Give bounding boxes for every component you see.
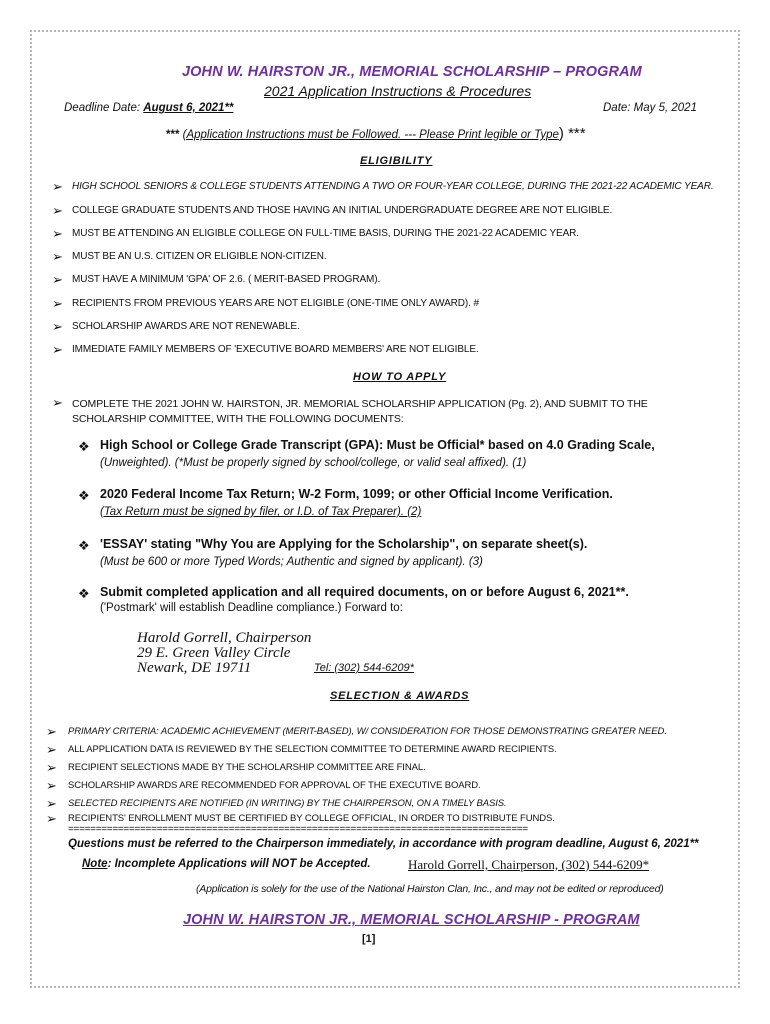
eligibility-item <box>52 295 479 313</box>
note-prefix: *** <box>166 129 180 141</box>
note-label: Note <box>82 858 108 870</box>
document-item-line2: (Must be 600 or more Typed Words; Authentic and signed by applicant). (3) <box>100 556 483 568</box>
apply-intro-line1: COMPLETE THE 2021 JOHN W. HAIRSTON, JR. MEMORIAL SCHOLARSHIP APPLICATION (Pg. 2), AND SUBMIT TO THE <box>72 398 648 410</box>
diamond-bullet-icon: ❖ <box>78 538 90 553</box>
document-date: Date: May 5, 2021 <box>603 102 697 114</box>
eligibility-item <box>52 271 381 289</box>
address-street: 29 E. Green Valley Circle <box>137 645 291 661</box>
program-title: JOHN W. HAIRSTON JR., MEMORIAL SCHOLARSHIP – PROGRAM <box>182 64 642 80</box>
selection-item <box>46 777 481 795</box>
eligibility-item <box>52 225 579 243</box>
eligibility-item <box>52 318 300 336</box>
selection-item-text: SCHOLARSHIP AWARDS ARE RECOMMENDED FOR APPROVAL OF THE EXECUTIVE BOARD. <box>68 780 481 791</box>
deadline-value: August 6, 2021** <box>143 102 234 114</box>
eligibility-item <box>52 178 714 196</box>
eligibility-item-text: MUST BE AN U.S. CITIZEN OR ELIGIBLE NON-CITIZEN. <box>72 251 327 262</box>
apply-intro <box>52 394 648 425</box>
diamond-bullet-icon: ❖ <box>78 586 90 601</box>
required-document-item <box>78 537 588 568</box>
footer-title: JOHN W. HAIRSTON JR., MEMORIAL SCHOLARSHIP - PROGRAM <box>183 912 640 928</box>
eligibility-item <box>52 341 479 359</box>
page-subtitle: 2021 Application Instructions & Procedures <box>264 83 532 99</box>
arrow-bullet-icon: ➢ <box>52 342 63 357</box>
document-item-line1: 'ESSAY' stating "Why You are Applying for the Scholarship", on separate sheet(s). <box>100 537 588 551</box>
required-document-item <box>78 585 629 614</box>
eligibility-item-text: SCHOLARSHIP AWARDS ARE NOT RENEWABLE. <box>72 321 300 332</box>
chairperson-contact: Harold Gorrell, Chairperson, (302) 544-6209* <box>408 857 650 872</box>
arrow-bullet-icon: ➢ <box>46 742 57 757</box>
selection-item <box>46 741 557 759</box>
required-document-item <box>78 487 613 518</box>
document-item-line2: ('Postmark' will establish Deadline compliance.) Forward to: <box>100 602 403 614</box>
document-item-line1: High School or College Grade Transcript (GPA): Must be Official* based on 4.0 Grading Scale, <box>100 438 655 452</box>
address-phone: Tel: (302) 544-6209* <box>314 662 414 674</box>
document-item-line2: (Tax Return must be signed by filer, or I.D. of Tax Preparer). (2) <box>100 506 422 518</box>
separator-line: =================================================================================== <box>68 824 528 835</box>
arrow-bullet-icon: ➢ <box>46 724 57 739</box>
eligibility-item <box>52 202 613 220</box>
deadline-label: Deadline Date: <box>64 102 141 114</box>
arrow-bullet-icon: ➢ <box>46 811 57 826</box>
arrow-bullet-icon: ➢ <box>52 179 63 194</box>
arrow-bullet-icon: ➢ <box>46 778 57 793</box>
document-item-line2: (Unweighted). (*Must be properly signed by school/college, or valid seal affixed). (1) <box>100 457 527 469</box>
eligibility-heading: ELIGIBILITY <box>360 155 433 167</box>
arrow-bullet-icon: ➢ <box>52 226 63 241</box>
eligibility-item-text: RECIPIENTS FROM PREVIOUS YEARS ARE NOT ELIGIBLE (ONE-TIME ONLY AWARD). # <box>72 298 479 309</box>
eligibility-item-text: MUST BE ATTENDING AN ELIGIBLE COLLEGE ON FULL-TIME BASIS, DURING THE 2021-22 ACADEMIC YEAR. <box>72 228 579 239</box>
questions-note: Questions must be referred to the Chairperson immediately, in accordance with program deadline, August 6, 2021** <box>68 838 699 850</box>
diamond-bullet-icon: ❖ <box>78 439 90 454</box>
selection-item <box>46 759 426 777</box>
eligibility-item <box>52 248 327 266</box>
arrow-bullet-icon: ➢ <box>52 319 63 334</box>
eligibility-item-text: IMMEDIATE FAMILY MEMBERS OF 'EXECUTIVE BOARD MEMBERS' ARE NOT ELIGIBLE. <box>72 344 479 355</box>
document-item-line1: Submit completed application and all required documents, on or before August 6, 2021**. <box>100 585 629 599</box>
arrow-bullet-icon: ➢ <box>46 796 57 811</box>
document-item-line1: 2020 Federal Income Tax Return; W-2 Form, 1099; or other Official Income Verification. <box>100 487 613 501</box>
how-to-apply-heading: HOW TO APPLY <box>353 371 447 383</box>
selection-item <box>46 723 667 741</box>
note-text: (Application Instructions must be Followed. --- Please Print legible or Type <box>182 129 559 141</box>
selection-item-text: ALL APPLICATION DATA IS REVIEWED BY THE SELECTION COMMITTEE TO DETERMINE AWARD RECIPIENTS. <box>68 744 557 755</box>
address-city: Newark, DE 19711 <box>137 660 252 676</box>
arrow-bullet-icon: ➢ <box>52 249 63 264</box>
eligibility-item-text: COLLEGE GRADUATE STUDENTS AND THOSE HAVING AN INITIAL UNDERGRADUATE DEGREE ARE NOT ELIGIBLE. <box>72 205 613 216</box>
arrow-bullet-icon: ➢ <box>52 296 63 311</box>
selection-item-text: SELECTED RECIPIENTS ARE NOTIFIED (IN WRITING) BY THE CHAIRPERSON, ON A TIMELY BASIS. <box>68 798 507 809</box>
eligibility-item-text: HIGH SCHOOL SENIORS & COLLEGE STUDENTS ATTENDING A TWO OR FOUR-YEAR COLLEGE, DURING THE 2021-22 ACADEMIC YEAR. <box>72 181 714 192</box>
incomplete-note <box>82 858 371 870</box>
instruction-note <box>166 125 586 142</box>
selection-item-text: PRIMARY CRITERIA: ACADEMIC ACHIEVEMENT (MERIT-BASED), W/ CONSIDERATION FOR THOSE DEMONSTRATING GREATER NEED. <box>68 726 667 737</box>
diamond-bullet-icon: ❖ <box>78 488 90 503</box>
apply-intro-line2: SCHOLARSHIP COMMITTEE, WITH THE FOLLOWING DOCUMENTS: <box>72 413 404 425</box>
disclaimer: (Application is solely for the use of the National Hairston Clan, Inc., and may not be edited or reproduced) <box>196 883 664 895</box>
note-suffix: ) *** <box>558 125 586 142</box>
arrow-bullet-icon: ➢ <box>52 272 63 287</box>
selection-item-text: RECIPIENTS' ENROLLMENT MUST BE CERTIFIED BY COLLEGE OFFICIAL, IN ORDER TO DISTRIBUTE FUNDS. <box>68 813 555 824</box>
eligibility-item-text: MUST HAVE A MINIMUM 'GPA' OF 2.6. ( MERIT-BASED PROGRAM). <box>72 274 381 285</box>
page-number: [1] <box>362 933 376 945</box>
arrow-bullet-icon: ➢ <box>52 395 63 410</box>
arrow-bullet-icon: ➢ <box>46 760 57 775</box>
selection-item-text: RECIPIENT SELECTIONS MADE BY THE SCHOLARSHIP COMMITTEE ARE FINAL. <box>68 762 426 773</box>
note-body: : Incomplete Applications will NOT be Accepted. <box>107 858 371 870</box>
selection-heading: SELECTION & AWARDS <box>330 690 470 702</box>
required-document-item <box>78 438 655 469</box>
selection-item <box>46 810 555 828</box>
deadline-line <box>64 102 233 114</box>
address-name: Harold Gorrell, Chairperson <box>137 630 312 646</box>
arrow-bullet-icon: ➢ <box>52 203 63 218</box>
